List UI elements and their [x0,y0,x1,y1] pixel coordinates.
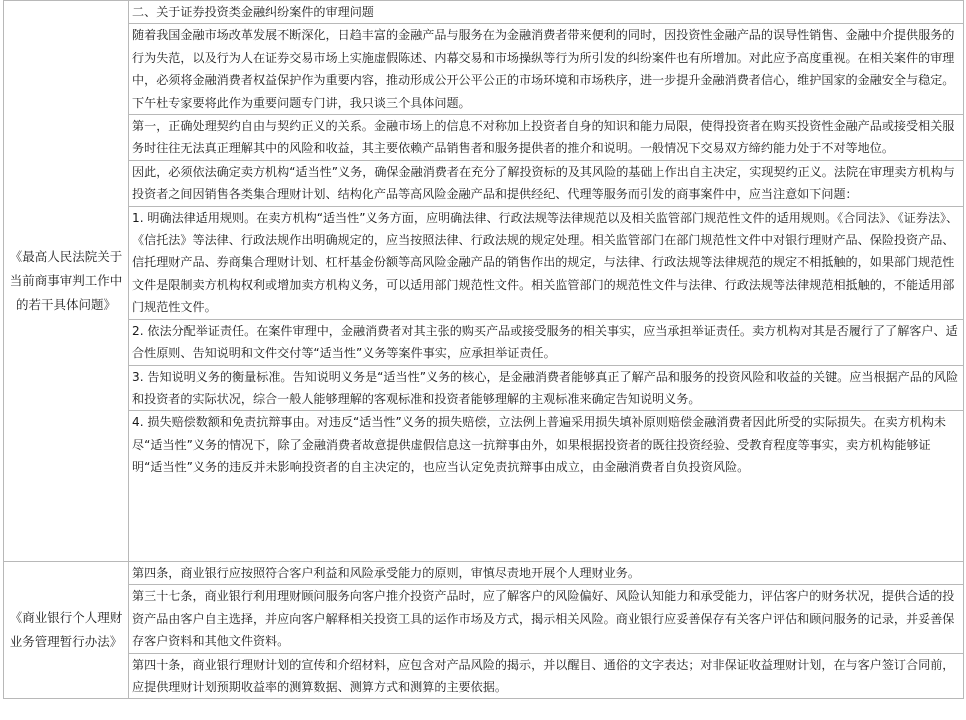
law-title-cell: 《商业银行个人理财业务管理暂行办法》 [4,562,129,699]
paragraph: 1. 明确法律适用规则。在卖方机构“适当性”义务方面，应明确法律、行政法规等法律规范以及相关监管部门规范性文件的适用规则。《合同法》、《证券法》、《信托法》等法律、行政法规作出明确规定的，应当按照法律、行政法规的规定处理。相关监管部门在部门规范性文件中对银行理财产品、保险投资产品、信托理财产品、券商集合理财计划、杠杆基金份额等高风险金融产品的销售作出的规定，与法律、行政法规等法律规范的规定不相抵触的，如果部门规范性文件是限制卖方机构权利或增加卖方机构义务，可以适用部门规范性文件。相关监管部门的规范性文件与法律、行政法规等法律规范相抵触的，不能适用部门规范性文件。 [129,207,963,320]
regulation-table [3,0,964,699]
table-row [4,1,964,562]
content-cell [129,1,964,562]
paragraph: 第四十条，商业银行理财计划的宣传和介绍材料，应包含对产品风险的揭示，并以醒目、通俗的文字表达；对非保证收益理财计划，在与客户签订合同前，应提供理财计划预期收益率的测算数据、测算方式和测算的主要依据。 [132,657,955,695]
paragraph: 因此，必须依法确定卖方机构“适当性”义务，确保金融消费者在充分了解投资标的及其风险的基础上作出自主决定，实现契约正义。法院在审理卖方机构与投资者之间因销售各类集合理财计划、结构化产品等高风险金融产品和提供经纪、代理等服务而引发的商事案件中，应当注意如下问题： [129,161,963,207]
paragraph: 4. 损失赔偿数额和免责抗辩事由。对违反“适当性”义务的损失赔偿，立法例上普遍采用损失填补原则赔偿金融消费者因此所受的实际损失。在卖方机构未尽“适当性”义务的情况下，除了金融消费者故意提供虚假信息这一抗辩事由外，如果根据投资者的既往投资经验、受教育程度等事实，卖方机构能够证明“适当性”义务的违反并未影响投资者的自主决定的，也应当认定免责抗辩事由成立，由金融消费者自负投资风险。 [132,415,947,475]
paragraph: 3. 告知说明义务的衡量标准。告知说明义务是“适当性”义务的核心，是金融消费者能够真正了解产品和服务的投资风险和收益的关键。应当根据产品的风险和投资者的实际状况，综合一般人能够理解的客观标准和投资者能够理解的主观标准来确定告知说明义务。 [129,366,963,412]
paragraph: 第一，正确处理契约自由与契约正义的关系。金融市场上的信息不对称加上投资者自身的知识和能力局限，使得投资者在购买投资性金融产品或接受相关服务时往往无法真正理解其中的风险和收益，其主要依赖产品销售者和服务提供者的推介和说明。一般情况下交易双方缔约能力处于不对等地位。 [129,115,963,161]
law-title-cell: 《最高人民法院关于当前商事审判工作中的若干具体问题》 [4,1,129,562]
section-heading: 二、关于证券投资类金融纠纷案件的审理问题 [129,1,963,24]
table-row [4,562,964,699]
content-cell [129,562,964,699]
paragraph: 随着我国金融市场改革发展不断深化，日趋丰富的金融产品与服务在为金融消费者带来便利的同时，因投资性金融产品的误导性销售、金融中介提供服务的行为失范，以及行为人在证券交易市场上实施虚假陈述、内幕交易和市场操纵等行为所引发的纠纷案件也有所增加。对此应予高度重视。在相关案件的审理中，必须将金融消费者权益保护作为重要内容，推动形成公开公平公正的市场环境和市场秩序，进一步提升金融消费者信心，维护国家的金融安全与稳定。下午杜专家要将此作为重要问题专门讲，我只谈三个具体问题。 [129,24,963,115]
paragraph: 第三十七条，商业银行利用理财顾问服务向客户推介投资产品时，应了解客户的风险偏好、风险认知能力和承受能力，评估客户的财务状况，提供合适的投资产品由客户自主选择，并应向客户解释相关投资工具的运作市场及方式，揭示相关风险。商业银行应妥善保存有关客户评估和顾问服务的记录，并妥善保存客户资料和其他文件资料。 [129,585,963,653]
paragraph: 2. 依法分配举证责任。在案件审理中，金融消费者对其主张的购买产品或接受服务的相关事实，应当承担举证责任。卖方机构对其是否履行了了解客户、适合性原则、告知说明和文件交付等“适当性”义务等案件事实，应承担举证责任。 [129,320,963,366]
paragraph: 第四条，商业银行应按照符合客户利益和风险承受能力的原则，审慎尽责地开展个人理财业务。 [129,562,963,585]
